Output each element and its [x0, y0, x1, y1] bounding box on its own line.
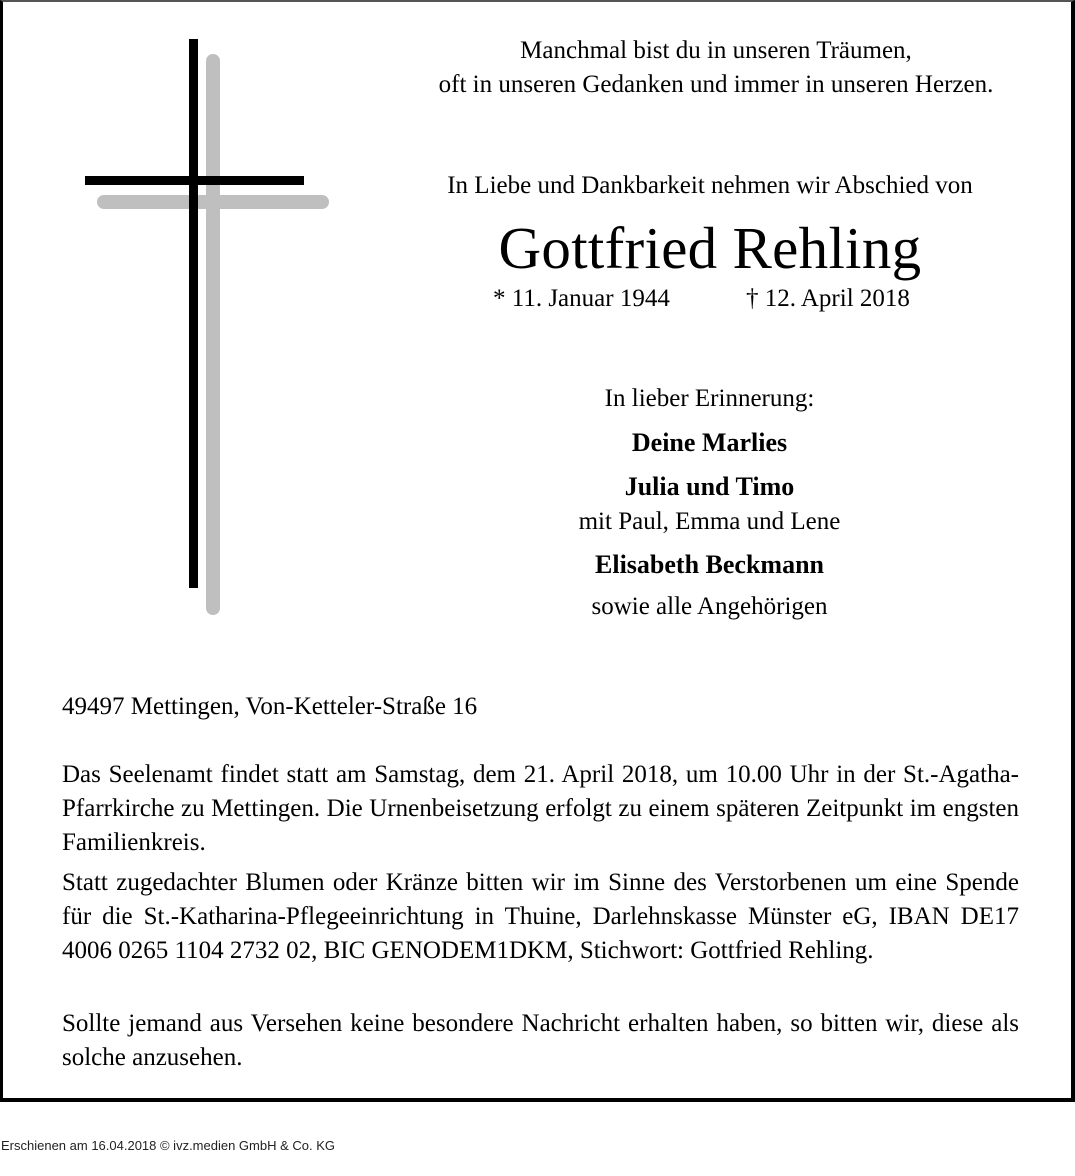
address: 49497 Mettingen, Von-Ketteler-Straße 16 [62, 693, 478, 720]
motto [383, 34, 1049, 102]
mourner-subline: mit Paul, Emma und Lene [578, 508, 841, 535]
notice-paragraph: Sollte jemand aus Versehen keine besondere Nachricht erhalten haben, so bitten wir, diese als solche anzusehen. [62, 1010, 1019, 1071]
motto-line: oft in unseren Gedanken und immer in unseren Herzen. [438, 71, 994, 98]
mourner-subline: sowie alle Angehörigen [591, 593, 828, 620]
cross-horizontal-bar [85, 176, 304, 185]
mourner-name: Elisabeth Beckmann [595, 550, 824, 579]
motto-line: Manchmal bist du in unseren Träumen, [520, 37, 912, 64]
mourner-name: Deine Marlies [631, 428, 788, 457]
service-paragraph: Das Seelenamt findet statt am Samstag, dem 21. April 2018, um 10.00 Uhr in der St.-Agatha-Pfarrkirche zu Mettingen. Die Urnenbeisetzung erfolgt zu einem späteren Zeitpunkt im engsten Familienkreis. [62, 761, 1019, 856]
cross-shadow-horizontal [97, 195, 329, 209]
cross-vertical-bar [189, 39, 198, 588]
memory-heading: In lieber Erinnerung: [604, 385, 815, 412]
intro-line: In Liebe und Dankbarkeit nehmen wir Abschied von [447, 172, 973, 199]
death-date: † 12. April 2018 [746, 285, 910, 312]
mourner-name: Julia und Timo [624, 472, 795, 501]
cross-shadow-vertical [206, 54, 220, 615]
publication-footer: Erschienen am 16.04.2018 © ivz.medien GmbH & Co. KG [1, 1138, 336, 1153]
deceased-name: Gottfried Rehling [498, 215, 922, 281]
birth-date: * 11. Januar 1944 [493, 285, 670, 312]
donation-paragraph: Statt zugedachter Blumen oder Kränze bitten wir im Sinne des Verstorbenen um eine Spende für die St.-Katharina-Pflegeeinrichtung in Thuine, Darlehnskasse Münster eG, IBAN DE17 4006 0265 1104 2732 02, BIC GENODEM1DKM, Stichwort: Gottfried Rehling. [62, 869, 1019, 964]
